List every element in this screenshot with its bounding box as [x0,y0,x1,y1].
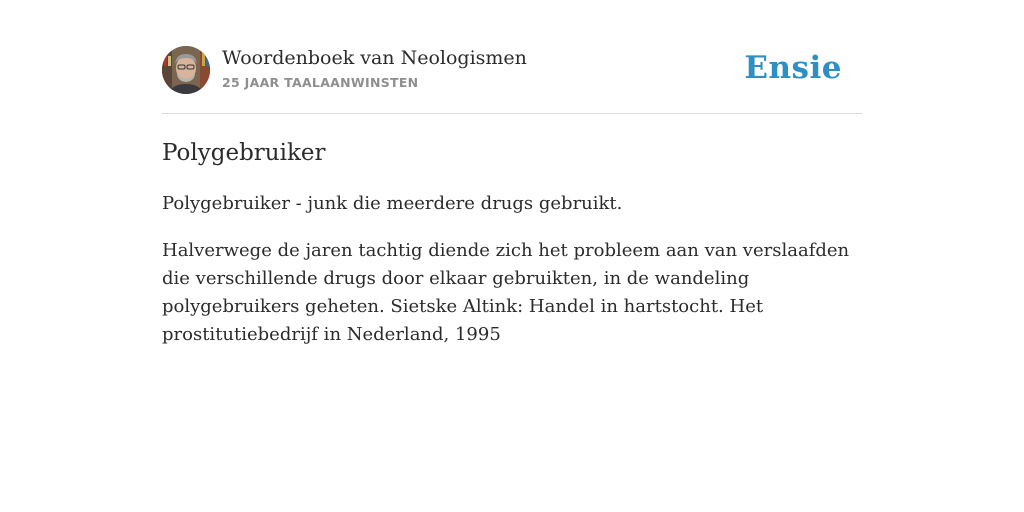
header [162,46,862,96]
entry-card [162,46,862,345]
ensie-logo[interactable]: Ensie [744,50,842,86]
author-photo-icon [162,46,210,94]
header-divider [162,113,862,114]
entry-example: Halverwege de jaren tachtig diende zich het probleem aan van verslaafden die verschillende drugs door elkaar gebruikten, in de wandeling polygebruikers geheten. Sietske Altink: Handel in hartstocht. Het prostitutiebedrijf in Nederland, 1995 [162,240,850,345]
site-tagline: 25 JAAR TAALAANWINSTEN [222,75,419,90]
entry-title: Polygebruiker [162,140,326,166]
author-avatar[interactable] [162,46,210,94]
site-name[interactable]: Woordenboek van Neologismen [222,47,527,69]
entry-definition: Polygebruiker - junk die meerdere drugs gebruikt. [162,193,623,214]
